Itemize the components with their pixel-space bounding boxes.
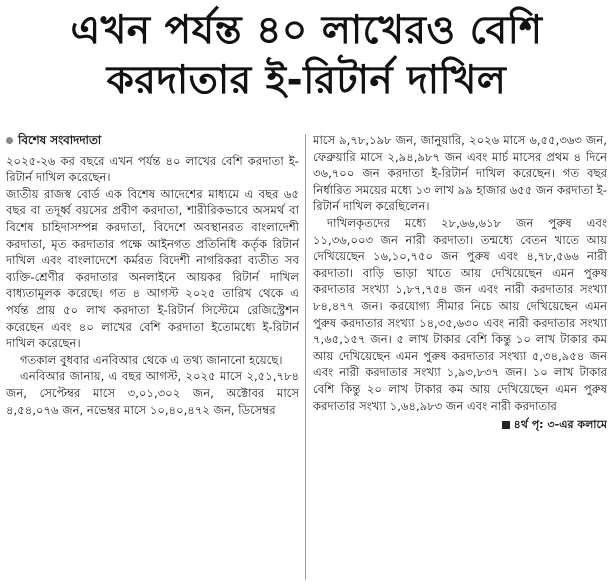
paragraph: এনবিআর জানায়, এ বছর আগস্ট, ২০২৫ মাসে ২,৫১,৭৮৪ জন, সেপ্টেম্বর মাসে ৩,০১,৩০২ জন, অক্টোবর মাসে ৪,৫৪,০৭৬ জন, নভেম্বর মাসে ১০,৪০,৪৭২ জন, ডিসেম্বর [6, 369, 299, 417]
article-column-right [313, 132, 607, 582]
byline [6, 132, 299, 149]
square-marker-icon [502, 421, 510, 429]
paragraph: জাতীয় রাজস্ব বোর্ড এক বিশেষ আদেশের মাধ্যমে এ বছর ৬৫ বছর বা তদূর্ধ্ব বয়সের প্রবীণ করদাতা, শারীরিকভাবে অসমর্থ বা বিশেষ চাহিদাসম্পন্ন করদাতা, বিদেশে অবস্থানরত বাংলাদেশী করদাতা, মৃত করদাতার পক্ষে আইনগত প্রতিনিধি কর্তৃক রিটার্ন দাখিল এবং বাংলাদেশে কর্মরত বিদেশী নাগরিকরা ব্যতীত সব ব্যক্তি-শ্রেণীর করদাতার অনলাইনে আয়কর রিটার্ন দাখিল বাধ্যতামূলক করেছে। গত ৪ আগস্ট ২০২৫ তারিখ থেকে এ পর্যন্ত প্রায় ৫০ লাখ করদাতা ই-রিটার্ন সিস্টেমে রেজিস্ট্রেশন করেছেন এবং ৪০ লাখের বেশি করদাতা ইতোমধ্যে ই-রিটার্ন দাখিল করেছেন। [6, 186, 299, 351]
paragraph: মাসে ৯,৭৮,১৯৮ জন, জানুয়ারি, ২০২৬ মাসে ৬,৫৫,৩৬৩ জন, ফেব্রুয়ারি মাসে ২,৯৪,৯৮৭ জন এবং মার্চ মাসের প্রথম ৪ দিনে ৩৬,৭০০ জন করদাতা ই-রিটার্ন দাখিল করেছেন। গত বছর নির্ধারিত সময়ের মধ্যে ১৩ লাখ ৯৯ হাজার ৬৫৫ জন করদাতা ই-রিটার্ন দাখিল করেছিলেন। [313, 133, 607, 214]
byline-text: বিশেষ সংবাদদাতা [18, 133, 102, 147]
headline-line-1: এখন পর্যন্ত ৪০ লাখেরও বেশি [70, 8, 543, 53]
paragraph: ২০২৫-২৬ কর বছরে এখন পর্যন্ত ৪০ লাখের বেশি করদাতা ই-রিটার্ন দাখিল করেছেন। [6, 153, 299, 185]
headline-line-2: করদাতার ই-রিটার্ন দাখিল [106, 58, 507, 103]
article-column-left [6, 132, 299, 582]
column-divider [305, 134, 306, 580]
headline [0, 6, 613, 106]
continuation-note [313, 417, 607, 434]
bullet-icon [6, 137, 13, 144]
paragraph: গতকাল বুধবার এনবিআর থেকে এ তথ্য জানানো হয়েছে। [20, 352, 283, 367]
paragraph: দাখিলকৃতদের মধ্যে ২৮,৬৬,৬১৮ জন পুরুষ এবং ১১,৩৬,০০৩ জন নারী করদাতা। তন্মধ্যে বেতন খাতে আয় দেখিয়েছেন ১৬,১০,৭৫০ জন পুরুষ এবং ৪,৭৮,৫৬৬ নারী করদাতা। বাড়ি ভাড়া খাতে আয় দেখিয়েছেন এমন পুরুষ করদাতার সংখ্যা ১,৮৭,৭৫৪ জন এবং নারী করদাতার সংখ্যা ৮৪,৪৭৭ জন। করযোগ্য সীমার নিচে আয় দেখিয়েছেন এমন পুরুষ করদাতার সংখ্যা ১৪,৩৫,৬৩০ এবং নারী করদাতার সংখ্যা ৭,৬৫,১৫৭ জন। ৫ লাখ টাকার বেশি কিন্তু ১০ লাখ টাকার কম আয় দেখিয়েছেন এমন পুরুষ করদাতার সংখ্যা ৫,৩৪,৯৫৪ জন এবং নারী করদাতার সংখ্যা ১,৯৩,৮৩৭ জন। ১০ লাখ টাকার বেশি কিন্তু ২০ লাখ টাকার কম আয় দেখিয়েছেন এমন পুরুষ করদাতার সংখ্যা ১,৬৪,৯৮৩ জন এবং নারী করদাতার [313, 215, 607, 413]
continuation-text: ৪র্থ পৃ: ৩-এর কলামে [513, 418, 607, 432]
